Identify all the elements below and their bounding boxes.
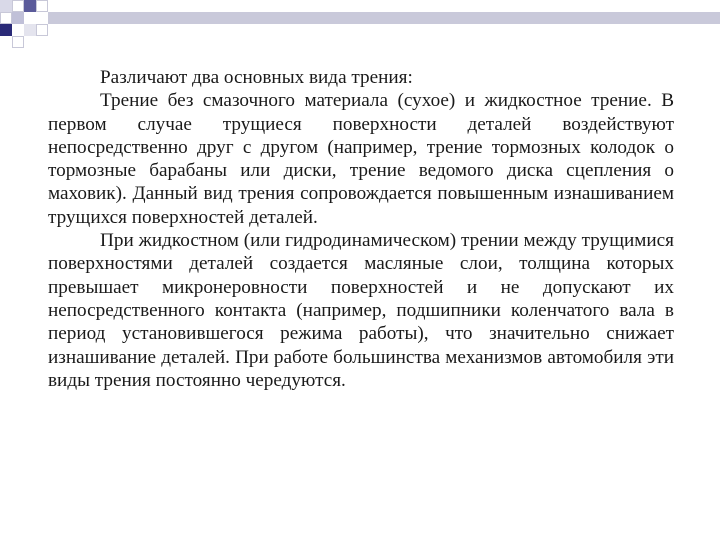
- header-band-light: [48, 0, 720, 12]
- corner-square: [12, 0, 24, 12]
- corner-square: [0, 0, 12, 12]
- corner-square: [24, 24, 36, 36]
- header-band: [48, 12, 720, 24]
- corner-square: [24, 0, 36, 12]
- corner-square: [12, 24, 24, 36]
- corner-square: [24, 12, 36, 24]
- corner-square: [0, 24, 12, 36]
- corner-square: [0, 12, 12, 24]
- corner-square: [12, 36, 24, 48]
- corner-square: [36, 24, 48, 36]
- fluid-friction-paragraph: При жидкостном (или гидродинамическом) трении между трущимися поверхностями деталей создается масляные слои, толщина которых превышает микронеровности поверхностей и не допускают их непосредственного контакта (например, подшипники коленчатого вала в период установившегося режима работы), что значительно снижает изнашивание деталей. При работе большинства механизмов автомобиля эти виды трения постоянно чередуются.: [48, 230, 674, 391]
- corner-square: [12, 12, 24, 24]
- slide-body: [48, 66, 674, 392]
- intro-paragraph: Различают два основных вида трения:: [100, 67, 413, 88]
- dry-friction-paragraph: Трение без смазочного материала (сухое) и жидкостное трение. В первом случае трущиеся поверхности деталей воздействуют непосредственно друг с другом (например, трение тормозных колодок о тормозные барабаны или диски, трение ведомого диска сцепления о маховик). Данный вид трения сопровождается повышенным изнашиванием трущихся поверхностей деталей.: [48, 90, 674, 228]
- corner-square: [36, 0, 48, 12]
